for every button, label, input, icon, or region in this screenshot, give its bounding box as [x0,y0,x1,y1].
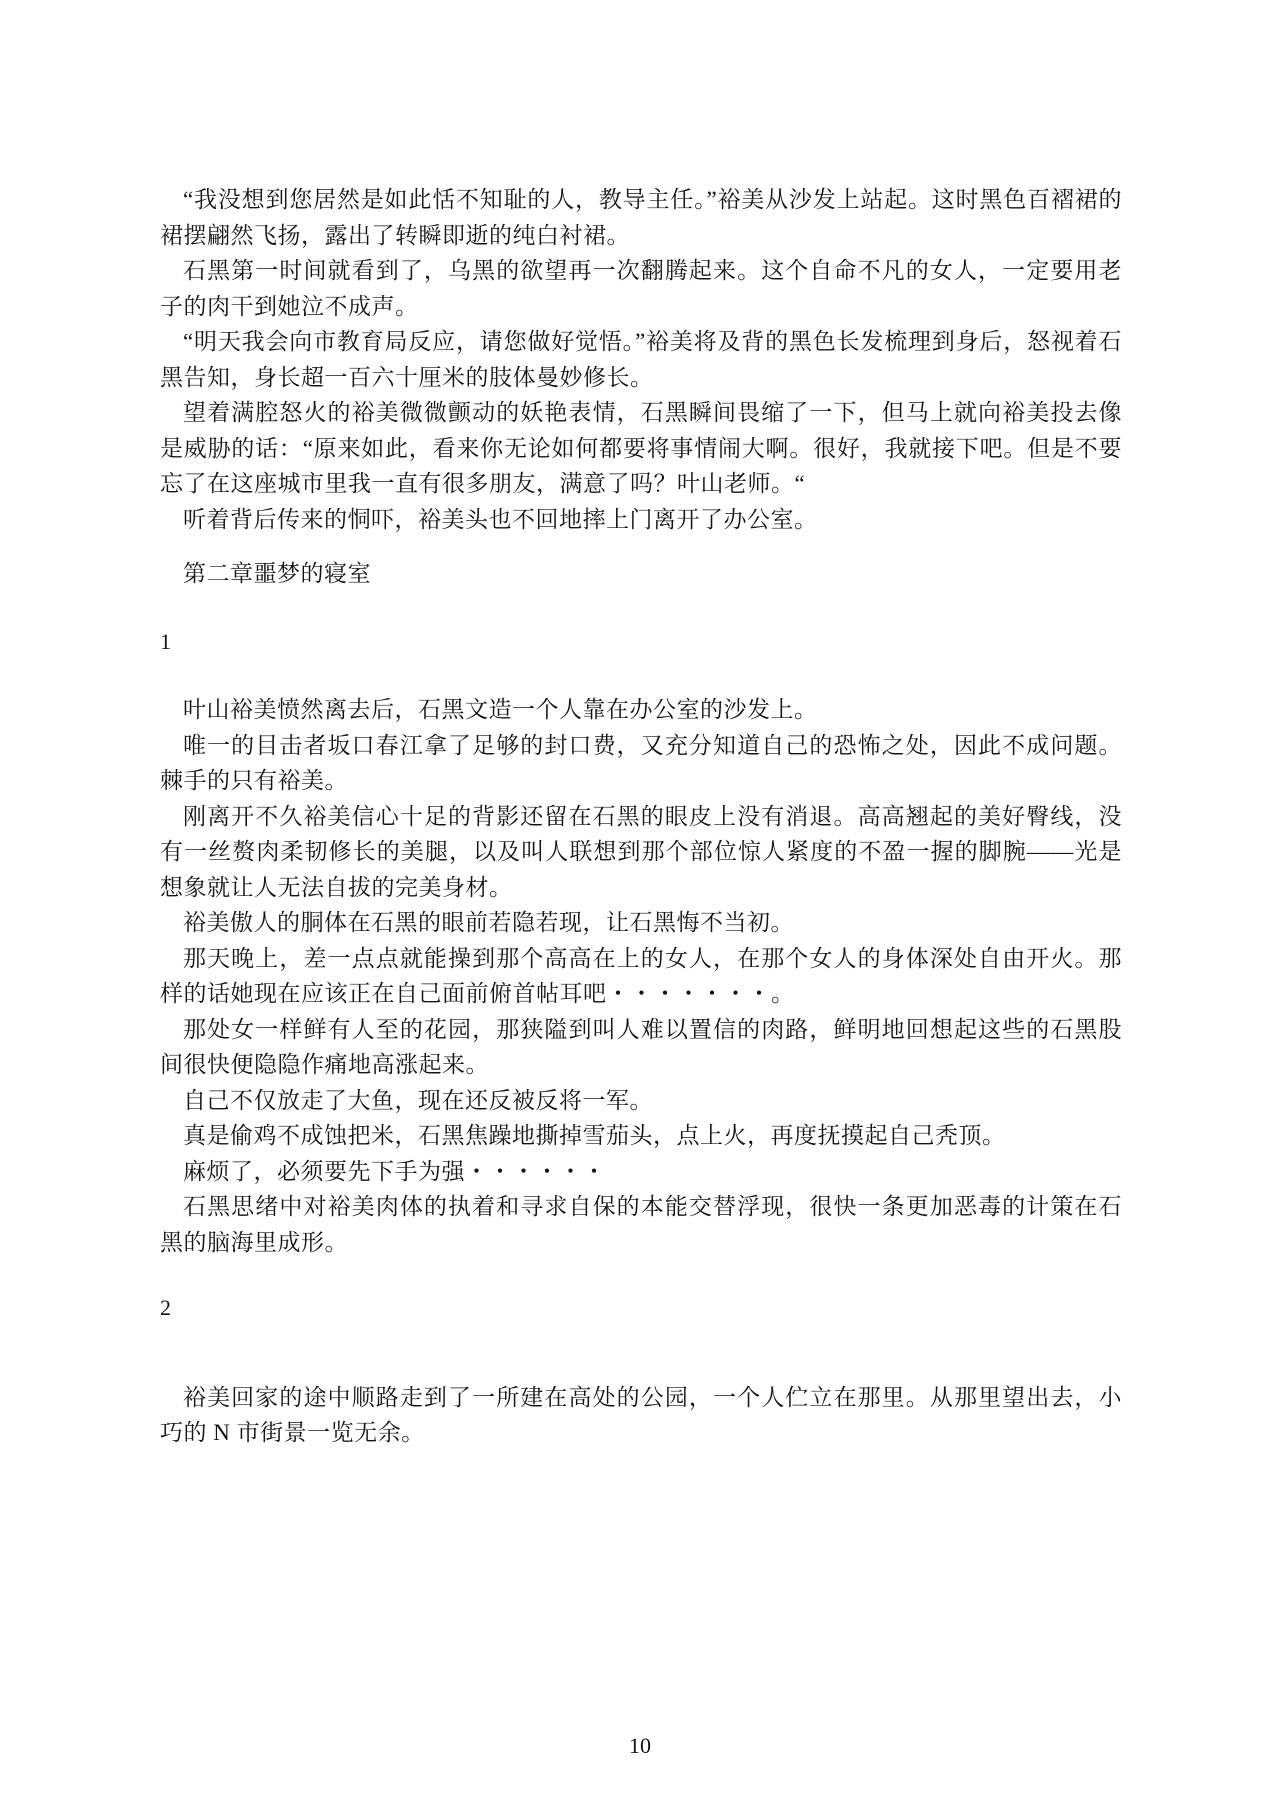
paragraph: 望着满腔怒火的裕美微微颤动的妖艳表情，石黑瞬间畏缩了一下，但马上就向裕美投去像是威胁的话：“原来如此，看来你无论如何都要将事情闹大啊。很好，我就接下吧。但是不要忘了在这座城市里我一直有很多朋友，满意了吗？叶山老师。“ [160,400,1122,496]
paragraph: 石黑第一时间就看到了，乌黑的欲望再一次翻腾起来。这个自命不凡的女人，一定要用老子的肉干到她泣不成声。 [160,258,1122,319]
paragraph: 听着背后传来的恫吓，裕美头也不回地摔上门离开了办公室。 [183,506,818,532]
chapter-heading: 第二章噩梦的寝室 [183,561,371,586]
paragraph: 叶山裕美愤然离去后，石黑文造一个人靠在办公室的沙发上。 [183,697,818,722]
paragraph: 那处女一样鲜有人至的花园，那狭隘到叫人难以置信的肉路，鲜明地回想起这些的石黑股间很快便隐隐作痛地高涨起来。 [160,1016,1122,1077]
section-number: 2 [160,1295,172,1320]
paragraph: 那天晚上，差一点点就能操到那个高高在上的女人，在那个女人的身体深处自由开火。那样的话她现在应该正在自己面前俯首帖耳吧・・・・・・・。 [160,945,1122,1006]
paragraph: 裕美傲人的胴体在石黑的眼前若隐若现，让石黑悔不当初。 [183,910,794,935]
paragraph: 石黑思绪中对裕美肉体的执着和寻求自保的本能交替浮现，很快一条更加恶毒的计策在石黑的脑海里成形。 [160,1194,1122,1255]
paragraph: 自己不仅放走了大鱼，现在还反被反将一军。 [183,1087,653,1113]
section-number: 1 [160,628,172,654]
paragraph: 刚离开不久裕美信心十足的背影还留在石黑的眼皮上没有消退。高高翘起的美好臀线，没有一丝赘肉柔韧修长的美腿，以及叫人联想到那个部位惊人紧度的不盈一握的脚腕——光是想象就让人无法自拔的完美身材。 [160,803,1122,900]
paragraph: 裕美回家的途中顺路走到了一所建在高处的公园，一个人伫立在那里。从那里望出去，小巧的 N 市街景一览无余。 [160,1384,1122,1445]
paragraph: “我没想到您居然是如此恬不知耻的人，教导主任。”裕美从沙发上站起。这时黑色百褶裙的裙摆翩然飞扬，露出了转瞬即逝的纯白衬裙。 [160,187,1122,248]
page-number: 10 [629,1733,651,1758]
page-text-block [160,182,1122,1451]
paragraph: 真是偷鸡不成蚀把米，石黑焦躁地撕掉雪茄头，点上火，再度抚摸起自己秃顶。 [183,1123,1006,1148]
paragraph: 麻烦了，必须要先下手为强・・・・・・ [183,1158,606,1184]
paragraph: 唯一的目击者坂口春江拿了足够的封口费，又充分知道自己的恐怖之处，因此不成问题。棘手的只有裕美。 [160,732,1122,793]
paragraph: “明天我会向市教育局反应，请您做好觉悟。”裕美将及背的黑色长发梳理到身后，怒视着石黑告知，身长超一百六十厘米的肢体曼妙修长。 [160,329,1122,390]
